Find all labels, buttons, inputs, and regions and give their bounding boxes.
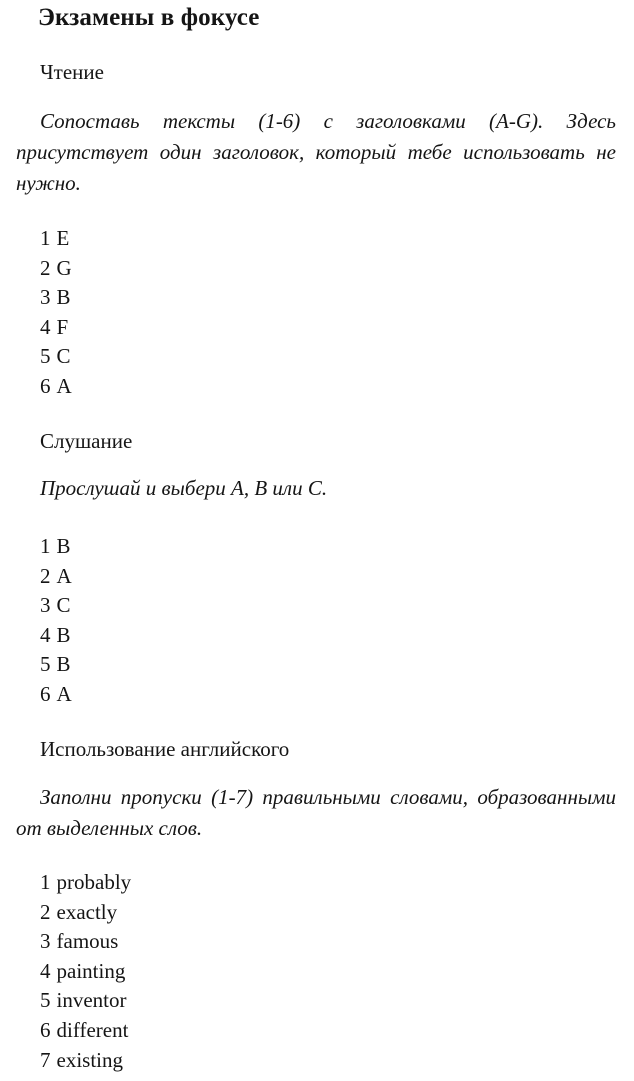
answer-number: 2 — [40, 563, 51, 588]
answer-value: E — [56, 226, 70, 250]
answer-item — [40, 621, 72, 651]
reading-answer-list — [40, 224, 72, 402]
answer-item — [40, 532, 72, 562]
answer-value: B — [56, 652, 71, 677]
answer-item — [40, 957, 131, 987]
answer-item — [40, 313, 72, 343]
answer-item — [40, 927, 131, 957]
answer-item — [40, 372, 72, 402]
listening-instruction: Прослушай и выбери A, B или C. — [40, 476, 328, 500]
answer-value: inventor — [56, 988, 127, 1013]
answer-number: 6 — [40, 373, 51, 398]
answer-value: B — [56, 285, 71, 310]
answer-value: exactly — [56, 899, 118, 924]
answer-number: 5 — [40, 344, 51, 369]
answer-number: 3 — [40, 929, 51, 954]
reading-heading: Чтение — [40, 60, 104, 84]
answer-value: different — [56, 1017, 129, 1042]
answer-value: B — [56, 534, 71, 558]
answer-value: A — [56, 373, 72, 398]
answer-value: C — [56, 344, 71, 369]
answer-number: 6 — [40, 681, 51, 706]
answer-number: 4 — [40, 314, 51, 339]
answer-number: 2 — [40, 899, 51, 924]
answer-value: existing — [56, 1047, 123, 1072]
answer-item — [40, 650, 72, 680]
answer-number: 4 — [40, 622, 51, 647]
page-title: Экзамены в фокусе — [38, 4, 260, 31]
answer-number: 3 — [40, 593, 51, 618]
use-of-english-answer-list — [40, 868, 131, 1075]
answer-value: B — [56, 622, 71, 647]
answer-number: 5 — [40, 652, 51, 677]
answer-item — [40, 224, 72, 254]
answer-value: painting — [56, 958, 126, 983]
answer-item — [40, 1016, 131, 1046]
answer-item — [40, 1046, 131, 1076]
answer-value: F — [56, 314, 69, 339]
answer-value: A — [56, 563, 72, 588]
answer-item — [40, 986, 131, 1016]
listening-answer-list — [40, 532, 72, 710]
answer-number: 5 — [40, 988, 51, 1013]
answer-item — [40, 898, 131, 928]
use-of-english-instruction: Заполни пропуски (1-7) правильными словами, образованными от выделенных слов. — [16, 785, 616, 840]
answer-item — [40, 868, 131, 898]
answer-number: 1 — [40, 870, 51, 894]
answer-value: C — [56, 593, 71, 618]
answer-item — [40, 283, 72, 313]
answer-item — [40, 342, 72, 372]
use-of-english-heading: Использование английского — [40, 737, 290, 761]
answer-number: 7 — [40, 1047, 51, 1072]
answer-item — [40, 562, 72, 592]
answer-number: 6 — [40, 1017, 51, 1042]
reading-instruction: Сопоставь тексты (1-6) с заголовками (A-G). Здесь присутствует один заголовок, который тебе использовать не нужно. — [16, 109, 616, 195]
answer-value: A — [56, 681, 72, 706]
answer-value: probably — [56, 870, 132, 894]
answer-item — [40, 591, 72, 621]
answer-number: 1 — [40, 226, 51, 250]
answer-item — [40, 680, 72, 710]
answer-value: famous — [56, 929, 119, 954]
answer-item — [40, 254, 72, 284]
answer-value: G — [56, 255, 72, 280]
answer-number: 4 — [40, 958, 51, 983]
answer-number: 1 — [40, 534, 51, 558]
listening-heading: Слушание — [40, 429, 133, 453]
answer-number: 3 — [40, 285, 51, 310]
answer-number: 2 — [40, 255, 51, 280]
